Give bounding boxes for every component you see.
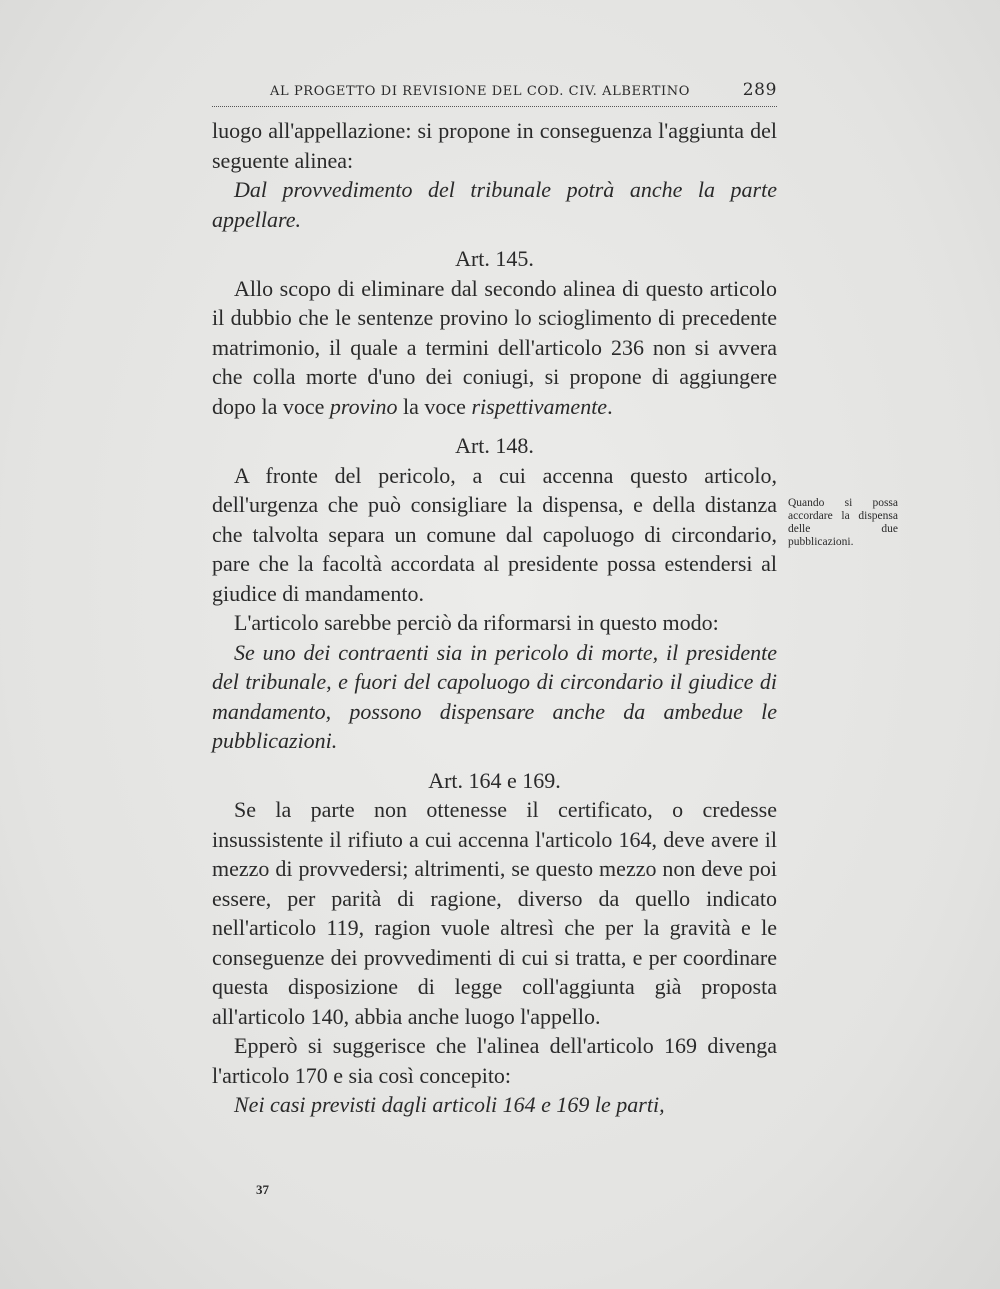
paragraph	[212, 274, 777, 422]
quoted-text: Nei casi previsti dagli articoli 164 e 169 le parti,	[234, 1092, 665, 1117]
running-title: AL PROGETTO DI REVISIONE DEL COD. CIV. ALBERTINO	[270, 84, 691, 99]
italic-word: rispettivamente	[471, 393, 608, 419]
text-run: la voce	[403, 393, 466, 419]
italic-word: provino	[329, 393, 398, 419]
running-header	[212, 82, 777, 107]
paragraph: A fronte del pericolo, a cui accenna questo articolo, dell'urgenza che può consigliare la dispensa, e della distanza che talvolta separa un comune dal capoluogo di circondario, pare che la facoltà accordata al presidente possa estendersi al giudice di mandamento.	[212, 462, 777, 606]
article-heading: Art. 145.	[455, 246, 534, 271]
paragraph: luogo all'appellazione: si propone in conseguenza l'aggiunta del seguente alinea:	[212, 118, 777, 173]
signature-mark: 37	[256, 1182, 269, 1197]
text-run: .	[607, 393, 613, 419]
paragraph: Epperò si suggerisce che l'alinea dell'articolo 169 divenga l'articolo 170 e sia così concepito:	[212, 1033, 777, 1088]
quoted-text: Se uno dei contraenti sia in pericolo di morte, il presidente del tribunale, e fuori del capoluogo di circondario il giudice di mandamento, possono dispensare anche da ambedue le pubblicazioni.	[212, 639, 777, 753]
text-run: Allo scopo di eliminare dal secondo alinea di questo articolo il dubbio che le sentenze provino lo scioglimento di precedente matrimonio, il quale a termini dell'articolo 236 non si avvera che colla morte d'uno dei coniugi, si propone di aggiungere dopo la voce	[212, 275, 777, 419]
paragraph: Se la parte non ottenesse il certificato, o credesse insussistente il rifiuto a cui accenna l'articolo 164, deve avere il mezzo di provvedersi; altrimenti, se questo mezzo non deve poi essere, per parità di ragione, diverso da quello indicato nell'articolo 119, ragion vuole altresì che per la gravità e le conseguenze dei provvedimenti di cui si tratta, e per coordinare questa disposizione di legge coll'aggiunta già proposta all'articolo 140, abbia anche luogo l'appello.	[212, 797, 777, 1029]
margin-note: Quando si possa accordare la dispensa delle due pubblicazioni.	[788, 497, 898, 548]
body-text	[212, 116, 777, 1120]
quoted-text: Dal provvedimento del tribunale potrà anche la parte appellare.	[212, 177, 777, 232]
paragraph: L'articolo sarebbe perciò da riformarsi in questo modo:	[234, 610, 719, 635]
article-heading: Art. 148.	[455, 433, 534, 458]
page-number: 289	[742, 80, 777, 100]
article-heading: Art. 164 e 169.	[428, 767, 561, 793]
